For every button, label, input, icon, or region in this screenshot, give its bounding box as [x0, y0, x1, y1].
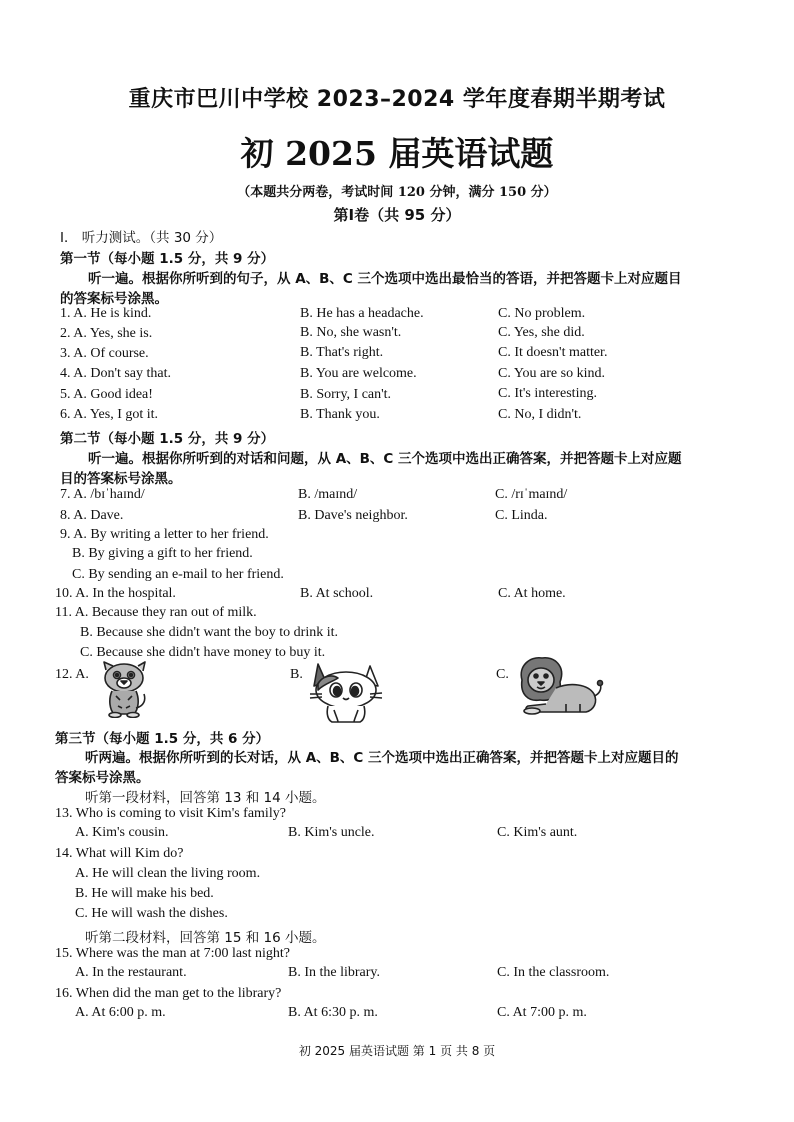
question-option: 3. A. Of course.	[60, 346, 149, 361]
question-stem: 14. What will Kim do?	[55, 846, 184, 861]
question-option: B. At 6:30 p. m.	[288, 1005, 378, 1020]
paper-title: 初 2025 届英语试题	[240, 134, 554, 173]
question-option: C. Linda.	[495, 508, 548, 523]
question-option: C. In the classroom.	[497, 965, 610, 980]
question-option: B. That's right.	[300, 345, 384, 360]
section-title: 第一节（每小题 1.5 分，共 9 分）	[60, 251, 275, 267]
question-option: C. By sending an e-mail to her friend.	[72, 567, 284, 582]
question-option: B. Thank you.	[300, 407, 380, 422]
question-option: 10. A. In the hospital.	[55, 586, 176, 601]
volume-title: 第Ⅰ卷（共 95 分）	[333, 206, 461, 224]
material-note: 听第二段材料，回答第 15 和 16 小题。	[85, 930, 326, 946]
question-option: 1. A. He is kind.	[60, 306, 152, 321]
question-option: C. Kim's aunt.	[497, 825, 578, 840]
section-instruction: 听一遍。根据你所听到的对话和问题，从 A、B、C 三个选项中选出正确答案，并把答题卡上对应题	[88, 451, 682, 467]
section-instruction: 听一遍。根据你所听到的句子，从 A、B、C 三个选项中选出最恰当的答语，并把答题卡上对应题目	[88, 271, 682, 287]
question-option: B. /maɪnd/	[298, 487, 358, 502]
section-instruction: 目的答案标号涂黑。	[60, 471, 182, 487]
question-option: C. No, I didn't.	[498, 407, 582, 422]
question-option: C.	[496, 667, 509, 682]
question-option: C. Yes, she did.	[498, 325, 585, 340]
question-option: B. He has a headache.	[300, 306, 424, 321]
question-option: A. Kim's cousin.	[75, 825, 169, 840]
question-option: B.	[290, 667, 303, 682]
question-option: 2. A. Yes, she is.	[60, 326, 153, 341]
section-instruction: 的答案标号涂黑。	[60, 291, 168, 307]
part-title: Ⅰ． 听力测试。（共 30 分）	[60, 230, 223, 246]
question-stem: 13. Who is coming to visit Kim's family?	[55, 806, 286, 821]
question-option: C. You are so kind.	[498, 366, 605, 381]
section-title: 第三节（每小题 1.5 分，共 6 分）	[55, 731, 270, 747]
question-option: A. He will clean the living room.	[75, 866, 261, 881]
section-title: 第二节（每小题 1.5 分，共 9 分）	[60, 431, 275, 447]
question-option: B. In the library.	[288, 965, 381, 980]
exam-header: 重庆市巴川中学校 2023–2024 学年度春期半期考试	[128, 87, 666, 112]
question-option: A. In the restaurant.	[75, 965, 187, 980]
question-option: C. It doesn't matter.	[498, 345, 608, 360]
section-instruction: 答案标号涂黑。	[55, 770, 150, 786]
lion-image	[516, 654, 604, 718]
question-option: C. At home.	[498, 586, 566, 601]
page-footer: 初 2025 届英语试题 第 1 页 共 8 页	[298, 1044, 496, 1058]
question-stem: 15. Where was the man at 7:00 last night?	[55, 946, 290, 961]
question-option: C. He will wash the dishes.	[75, 906, 228, 921]
question-option: B. By giving a gift to her friend.	[72, 546, 253, 561]
material-note: 听第一段材料，回答第 13 和 14 小题。	[85, 790, 326, 806]
question-stem: 16. When did the man get to the library?	[55, 986, 282, 1001]
question-option: 9. A. By writing a letter to her friend.	[60, 527, 269, 542]
exam-note: （本题共分两卷，考试时间 120 分钟，满分 150 分）	[237, 185, 557, 200]
question-option: 4. A. Don't say that.	[60, 366, 172, 381]
question-option: C. At 7:00 p. m.	[497, 1005, 587, 1020]
question-option: C. No problem.	[498, 306, 586, 321]
tiger-cub-image	[98, 660, 150, 718]
question-option: C. It's interesting.	[498, 386, 597, 401]
question-option: B. Kim's uncle.	[288, 825, 375, 840]
question-option: B. Sorry, I can't.	[300, 387, 392, 402]
question-option: B. At school.	[300, 586, 374, 601]
question-option: B. You are welcome.	[300, 366, 417, 381]
question-option: 5. A. Good idea!	[60, 387, 153, 402]
question-option: 7. A. /bɪˈhaɪnd/	[60, 487, 145, 502]
question-option: C. Because she didn't have money to buy it.	[80, 645, 326, 660]
section-instruction: 听两遍。根据你所听到的长对话，从 A、B、C 三个选项中选出正确答案，并把答题卡上对应题目的	[85, 750, 679, 766]
question-option: B. No, she wasn't.	[300, 325, 402, 340]
question-option: B. Because she didn't want the boy to drink it.	[80, 625, 338, 640]
question-option: 11. A. Because they ran out of milk.	[55, 605, 257, 620]
question-option: 12. A.	[55, 667, 89, 682]
question-option: 6. A. Yes, I got it.	[60, 407, 159, 422]
question-option: B. He will make his bed.	[75, 886, 214, 901]
question-option: B. Dave's neighbor.	[298, 508, 408, 523]
question-option: 8. A. Dave.	[60, 508, 124, 523]
kitten-image	[308, 660, 384, 724]
question-option: A. At 6:00 p. m.	[75, 1005, 166, 1020]
question-option: C. /rɪˈmaɪnd/	[495, 487, 568, 502]
